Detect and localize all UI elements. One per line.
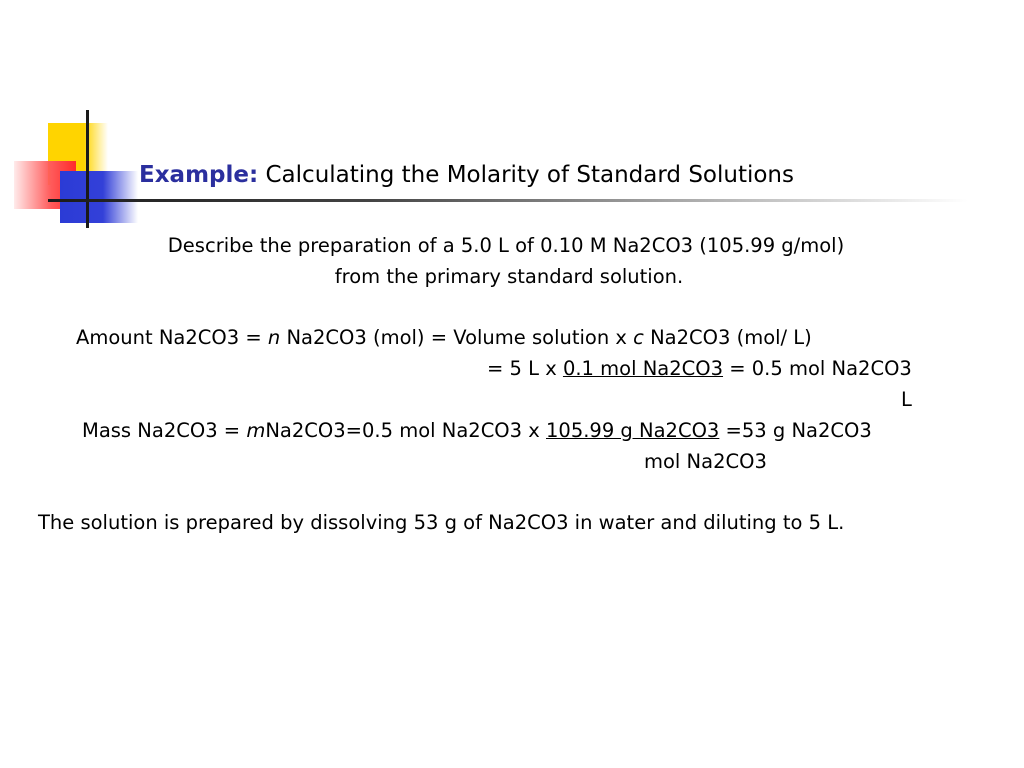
mass-suffix: =53 g Na2CO3 [719, 419, 872, 442]
decorative-vertical-line [86, 110, 89, 228]
mass-m-symbol: m [246, 419, 266, 442]
mass-prefix: Mass Na2CO3 = [82, 419, 247, 442]
amount-equation [76, 326, 812, 349]
amount-rest: Na2CO3 (mol) = Volume solution x [280, 326, 634, 349]
amount-n-symbol: n [267, 326, 281, 349]
volume-prefix: = 5 L x [487, 357, 563, 380]
title-label: Example: [139, 162, 259, 188]
mass-numerator: 105.99 g Na2CO3 [546, 419, 720, 442]
mass-equation [82, 419, 872, 442]
decorative-blue-square [60, 171, 138, 223]
amount-suffix: Na2CO3 (mol/ L) [643, 326, 812, 349]
mass-middle: Na2CO3=0.5 mol Na2CO3 x [265, 419, 546, 442]
problem-line-1: Describe the preparation of a 5.0 L of 0.10 M Na2CO3 (105.99 g/mol) [167, 234, 845, 257]
volume-numerator: 0.1 mol Na2CO3 [562, 357, 724, 380]
mass-denominator: mol Na2CO3 [644, 450, 767, 473]
volume-suffix: = 0.5 mol Na2CO3 [723, 357, 912, 380]
title-text: Calculating the Molarity of Standard Solutions [265, 162, 794, 188]
amount-prefix: Amount Na2CO3 = [76, 326, 268, 349]
problem-line-2: from the primary standard solution. [334, 265, 684, 288]
volume-equation [487, 357, 912, 380]
conclusion-text: The solution is prepared by dissolving 53 g of Na2CO3 in water and diluting to 5 L. [38, 511, 845, 534]
slide-title [139, 162, 794, 188]
amount-c-symbol: c [633, 326, 644, 349]
title-underline-rule [48, 199, 968, 202]
volume-denominator: L [901, 388, 912, 411]
